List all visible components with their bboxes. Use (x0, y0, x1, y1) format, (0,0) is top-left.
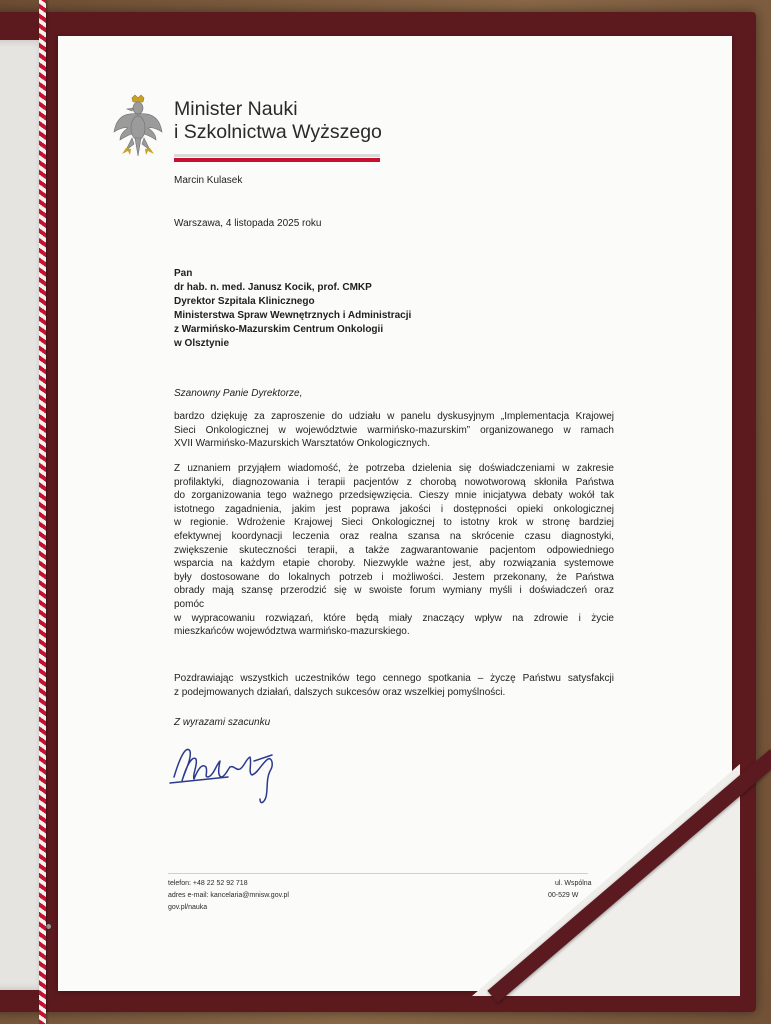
ministry-name-line-2: i Szkolnictwa Wyższego (174, 121, 382, 143)
body-line: do zorganizowania tego ważnego przedsięwzięcia. Cieszy mnie inicjatywa debaty wokół tak (174, 490, 614, 502)
closing: Z wyrazami szacunku (174, 717, 271, 728)
polish-eagle-icon (112, 94, 164, 158)
recipient-line: w Olsztynie (174, 338, 230, 349)
place-date: Warszawa, 4 listopada 2025 roku (174, 218, 322, 229)
ministry-name (174, 98, 382, 144)
body-line: profilaktyki, diagnozowania i terapii pacjentów z chorobą nowotworową skłoniła Państwa (174, 476, 614, 488)
folder-rivet (46, 924, 51, 929)
recipient-line: z Warmińsko-Mazurskim Centrum Onkologii (174, 324, 384, 335)
body-line: obrady mają szansę przerodzić się w swoiste forum wymiany myśli i doświadczeń oraz (174, 585, 614, 597)
body-line: Z uznaniem przyjąłem wiadomość, że potrzeba dzielenia się doświadczeniami w zakresie (174, 463, 614, 474)
body-line: z podejmowanych działań, dalszych sukcesów oraz wszelkiej pomyślności. (174, 686, 506, 698)
salutation: Szanowny Panie Dyrektorze, (174, 388, 303, 399)
body-line: wsparcia na każdym etapie choroby. Niezwykle ważne jest, aby rozwiązania systemowe (174, 558, 614, 570)
paragraph-1 (174, 410, 614, 451)
recipient-line: Ministerstwa Spraw Wewnętrznych i Administracji (174, 310, 412, 321)
footer-email: adres e-mail: kancelaria@mnisw.gov.pl (168, 892, 289, 899)
body-line: były dostosowane do lokalnych potrzeb i możliwości. Jestem przekonany, że Państwa (174, 571, 614, 583)
body-line: zwiększenie skuteczności terapii, a także zagwarantowanie pacjentom odpowiedniego (174, 544, 614, 556)
handwritten-signature (168, 737, 296, 809)
recipient-line: dr hab. n. med. Janusz Kocik, prof. CMKP (174, 282, 372, 293)
recipient-line: Dyrektor Szpitala Klinicznego (174, 296, 315, 307)
body-line: mieszkańców województwa warmińsko-mazurskiego. (174, 626, 410, 638)
red-white-cord (39, 0, 46, 1024)
paragraph-3 (174, 672, 614, 699)
body-line: pomóc (174, 598, 205, 610)
recipient-line: Pan (174, 268, 193, 279)
footer-web: gov.pl/nauka (168, 904, 208, 911)
footer-rule (168, 873, 588, 874)
footer-phone: telefon: +48 22 52 92 718 (168, 880, 248, 887)
body-line: efektywnej koordynacji leczenia oraz realna szansa na skrócenie czasu diagnostyki, (174, 530, 614, 542)
body-line: w wypracowaniu rozwiązań, które będą miały znaczący wpływ na zdrowie i życie (174, 612, 614, 624)
footer-address-line-2: 00-529 W (548, 892, 579, 899)
ministry-name-line-1: Minister Nauki (174, 98, 298, 120)
body-line: w regionie. Wdrożenie Krajowej Sieci Onkologicznej to istotny krok w stronę bardziej (174, 517, 614, 529)
flag-rule (174, 154, 380, 162)
body-line: Sieci Onkologicznej w województwie warmińsko-mazurskim” organizowanego w ramach (174, 424, 614, 436)
body-line: istotnego zagadnienia, jakim jest poprawa jakości i dostępności opieki onkologicznej (174, 503, 614, 515)
body-line: bardzo dziękuję za zaproszenie do udziału w panelu dyskusyjnym „Implementacja Krajowej (174, 411, 614, 422)
paragraph-2 (174, 462, 614, 639)
footer-address-line-1: ul. Wspólna (555, 880, 592, 887)
body-line: Pozdrawiając wszystkich uczestników tego cennego spotkania – życzę Państwu satysfakcji (174, 673, 614, 684)
minister-name: Marcin Kulasek (174, 175, 243, 186)
body-line: XVII Warmińsko-Mazurskich Warsztatów Onkologicznych. (174, 438, 430, 450)
